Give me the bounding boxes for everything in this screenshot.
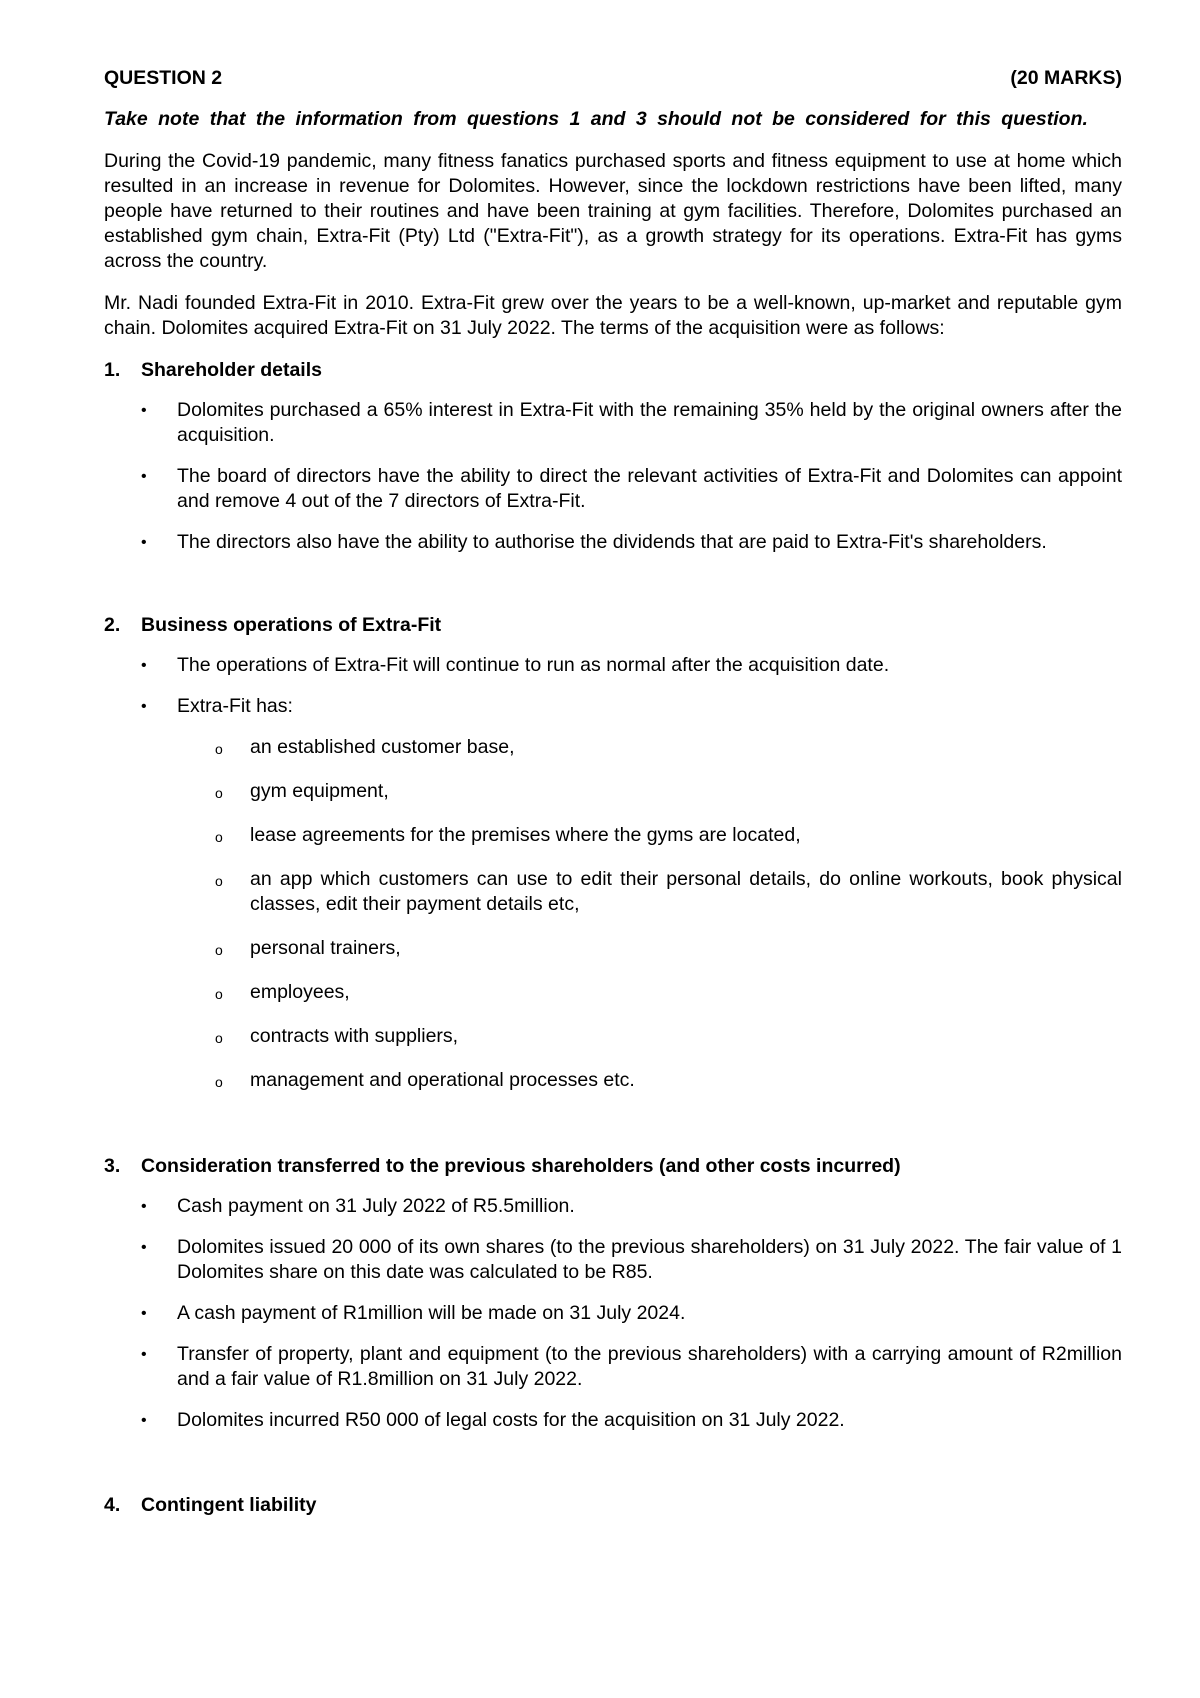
list-item <box>104 1194 1122 1219</box>
consideration-list <box>104 1194 1122 1433</box>
sub-list-item <box>104 936 1122 961</box>
bullet-icon: • <box>141 1305 147 1322</box>
sub-list-item-text: personal trainers, <box>250 937 401 959</box>
extra-fit-assets-list <box>177 735 1122 1093</box>
sub-list-item <box>104 823 1122 848</box>
intro-paragraph: During the Covid-19 pandemic, many fitness fanatics purchased sports and fitness equipment to use at home which resulted in an increase in revenue for Dolomites. However, since the lockdown restrictions have been lifted, many people have returned to their routines and have been training at gym facilities. Therefore, Dolomites purchased an established gym chain, Extra-Fit (Pty) Ltd ("Extra-Fit"), as a growth strategy for its operations. Extra-Fit has gyms across the country. <box>104 150 1122 272</box>
shareholder-details-list <box>104 398 1122 555</box>
section-heading-consideration-transferred <box>104 1154 1122 1179</box>
list-item-text: Cash payment on 31 July 2022 of R5.5million. <box>177 1195 575 1217</box>
section-title: Shareholder details <box>141 359 322 381</box>
sub-list-item-text: employees, <box>250 981 350 1003</box>
list-item <box>104 398 1122 448</box>
spacer <box>104 1112 1122 1154</box>
list-item-text: A cash payment of R1million will be made on 31 July 2024. <box>177 1302 686 1324</box>
bullet-icon: • <box>141 1198 147 1215</box>
question-title: QUESTION 2 <box>104 67 223 89</box>
section-title: Consideration transferred to the previous shareholders (and other costs incurred) <box>141 1155 901 1177</box>
sub-list-item-text: gym equipment, <box>250 780 389 802</box>
bullet-icon: • <box>141 468 147 485</box>
instruction-note: Take note that the information from questions 1 and 3 should not be considered for this question. <box>104 108 1088 130</box>
circle-bullet-icon: o <box>215 1074 223 1090</box>
list-item-text: Dolomites purchased a 65% interest in Extra-Fit with the remaining 35% held by the original owners after the acquisition. <box>177 399 1122 446</box>
sub-list-item <box>104 779 1122 804</box>
list-item <box>104 1301 1122 1326</box>
circle-bullet-icon: o <box>215 1030 223 1046</box>
sub-list-item <box>104 1024 1122 1049</box>
section-number: 1. <box>104 359 121 381</box>
spacer <box>104 1449 1122 1493</box>
sub-list-item <box>104 735 1122 760</box>
bullet-icon: • <box>141 534 147 551</box>
spacer <box>104 571 1122 613</box>
bullet-icon: • <box>141 402 147 419</box>
bullet-icon: • <box>141 1346 147 1363</box>
section-title: Contingent liability <box>141 1494 317 1516</box>
section-number: 3. <box>104 1155 121 1177</box>
list-item-text: Transfer of property, plant and equipment (to the previous shareholders) with a carrying amount of R2million and a fair value of R1.8million on 31 July 2022. <box>177 1343 1122 1390</box>
section-heading-business-operations <box>104 613 1122 638</box>
bullet-icon: • <box>141 698 147 715</box>
document-body <box>104 66 1122 1533</box>
circle-bullet-icon: o <box>215 785 223 801</box>
circle-bullet-icon: o <box>215 741 223 757</box>
circle-bullet-icon: o <box>215 942 223 958</box>
sub-list-item-text: management and operational processes etc. <box>250 1069 635 1091</box>
section-number: 2. <box>104 614 121 636</box>
sub-list-item-text: an app which customers can use to edit their personal details, do online workouts, book physical classes, edit their payment details etc, <box>250 868 1122 915</box>
acquisition-paragraph: Mr. Nadi founded Extra-Fit in 2010. Extra-Fit grew over the years to be a well-known, up-market and reputable gym chain. Dolomites acquired Extra-Fit on 31 July 2022. The terms of the acquisition were as follows: <box>104 292 1122 339</box>
section-heading-shareholder-details <box>104 358 1122 383</box>
list-item-text: The operations of Extra-Fit will continue to run as normal after the acquisition date. <box>177 654 890 676</box>
list-item <box>104 1342 1122 1392</box>
bullet-icon: • <box>141 1412 147 1429</box>
sub-list-item-text: an established customer base, <box>250 736 515 758</box>
sub-list-item-text: contracts with suppliers, <box>250 1025 459 1047</box>
sub-list-item <box>104 980 1122 1005</box>
bullet-icon: • <box>141 657 147 674</box>
list-item <box>104 1408 1122 1433</box>
list-item <box>104 694 1122 1093</box>
circle-bullet-icon: o <box>215 829 223 845</box>
section-heading-contingent-liability <box>104 1493 1122 1518</box>
list-item-text: The directors also have the ability to authorise the dividends that are paid to Extra-Fit's shareholders. <box>177 531 1047 553</box>
list-item <box>104 653 1122 678</box>
bullet-icon: • <box>141 1239 147 1256</box>
business-operations-list <box>104 653 1122 1093</box>
section-title: Business operations of Extra-Fit <box>141 614 442 636</box>
sub-list-item-text: lease agreements for the premises where the gyms are located, <box>250 824 801 846</box>
circle-bullet-icon: o <box>215 986 223 1002</box>
question-marks: (20 MARKS) <box>1010 67 1122 89</box>
sub-list-item <box>104 1068 1122 1093</box>
circle-bullet-icon: o <box>215 873 223 889</box>
list-item <box>104 1235 1122 1285</box>
sub-list-item <box>104 867 1122 917</box>
list-item <box>104 464 1122 514</box>
list-item-text: Extra-Fit has: <box>177 695 293 717</box>
section-number: 4. <box>104 1494 121 1516</box>
list-item-text: Dolomites incurred R50 000 of legal costs for the acquisition on 31 July 2022. <box>177 1409 845 1431</box>
list-item-text: The board of directors have the ability to direct the relevant activities of Extra-Fit and Dolomites can appoint and remove 4 out of the 7 directors of Extra-Fit. <box>177 465 1122 512</box>
question-header <box>104 66 1122 91</box>
list-item <box>104 530 1122 555</box>
list-item-text: Dolomites issued 20 000 of its own shares (to the previous shareholders) on 31 July 2022. The fair value of 1 Dolomites share on this date was calculated to be R85. <box>177 1236 1122 1283</box>
